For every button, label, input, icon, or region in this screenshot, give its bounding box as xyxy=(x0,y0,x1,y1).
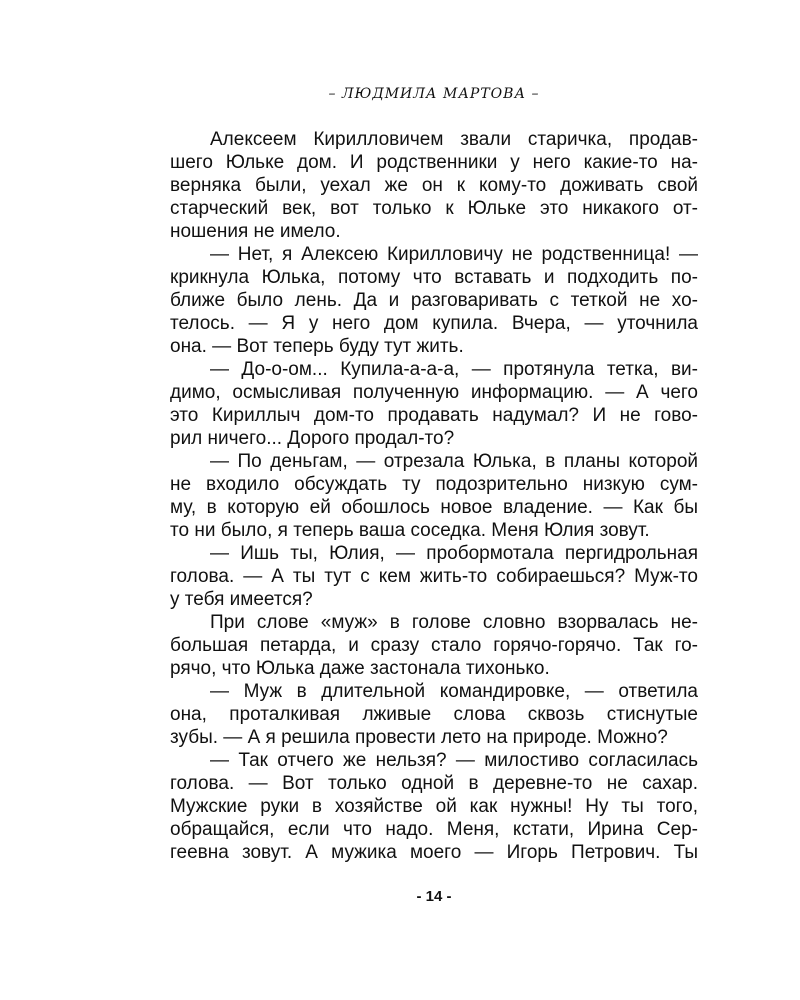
text-line: — Так отчего же нельзя? — милостиво согласилась xyxy=(210,750,698,771)
paragraph xyxy=(170,680,698,749)
paragraph xyxy=(170,243,698,358)
text-line: это Кириллыч дом-то продавать надумал? И не гово- xyxy=(170,405,698,426)
paragraph xyxy=(170,749,698,864)
text-line: телось. — Я у него дом купила. Вчера, — уточнила xyxy=(170,313,698,334)
paragraph xyxy=(170,450,698,542)
text-line: — Нет, я Алексею Кирилловичу не родственница! — xyxy=(210,244,698,265)
text-line: обращайся, если что надо. Меня, кстати, Ирина Сер- xyxy=(170,819,698,840)
text-line: ближе было лень. Да и разговаривать с теткой не хо- xyxy=(170,290,698,311)
text-line: то ни было, я теперь ваша соседка. Меня Юлия зовут. xyxy=(170,520,650,541)
text-line: зубы. — А я решила провести лето на природе. Можно? xyxy=(170,727,668,748)
text-line: ношения не имело. xyxy=(170,221,341,242)
text-line: Алексеем Кирилловичем звали старичка, продав- xyxy=(210,129,698,150)
text-line: она, проталкивая лживые слова сквозь стиснутые xyxy=(170,704,698,725)
text-line: — Ишь ты, Юлия, — пробормотала пергидрольная xyxy=(210,543,698,564)
text-line: она. — Вот теперь буду тут жить. xyxy=(170,336,464,357)
paragraph xyxy=(170,611,698,680)
text-line: рячо, что Юлька даже застонала тихонько. xyxy=(170,658,550,679)
text-line: у тебя имеется? xyxy=(170,589,313,610)
text-line: — Муж в длительной командировке, — ответила xyxy=(210,681,698,702)
text-line: крикнула Юлька, потому что вставать и подходить по- xyxy=(170,267,698,288)
paragraph xyxy=(170,542,698,611)
text-line: голова. — Вот только одной в деревне-то не сахар. xyxy=(170,773,698,794)
body-text xyxy=(170,128,698,864)
text-line: геевна зовут. А мужика моего — Игорь Петрович. Ты xyxy=(170,842,698,863)
text-line: — До-о-ом... Купила-а-а-а, — протянула тетка, ви- xyxy=(210,359,698,380)
text-line: не входило обсуждать ту подозрительно низкую сум- xyxy=(170,474,698,495)
text-line: — По деньгам, — отрезала Юлька, в планы которой xyxy=(210,451,698,472)
text-line: му, в которую ей обошлось новое владение. — Как бы xyxy=(170,497,698,518)
text-line: голова. — А ты тут с кем жить-то собираешься? Муж-то xyxy=(170,566,698,587)
running-head: – ЛЮДМИЛА МАРТОВА – xyxy=(328,86,540,102)
paragraph xyxy=(170,128,698,243)
paragraph xyxy=(170,358,698,450)
text-line: шего Юльке дом. И родственники у него какие-то на- xyxy=(170,152,698,173)
text-line: большая петарда, и сразу стало горячо-горячо. Так го- xyxy=(170,635,698,656)
text-line: Мужские руки в хозяйстве ой как нужны! Ну ты того, xyxy=(170,796,698,817)
page-number: - 14 - xyxy=(416,888,452,905)
text-line: верняка были, уехал же он к кому-то доживать свой xyxy=(170,175,698,196)
text-line: При слове «муж» в голове словно взорвалась не- xyxy=(210,612,698,633)
text-line: димо, осмысливая полученную информацию. — А чего xyxy=(170,382,698,403)
text-line: рил ничего... Дорого продал-то? xyxy=(170,428,455,449)
text-line: старческий век, вот только к Юльке это никакого от- xyxy=(170,198,698,219)
